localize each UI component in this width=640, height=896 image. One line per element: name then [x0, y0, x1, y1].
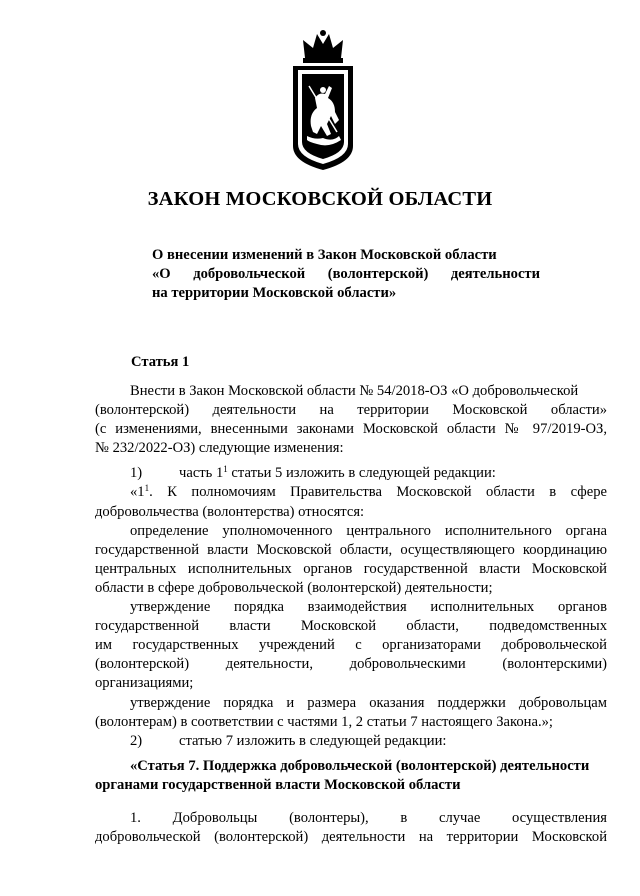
text-line: центральных исполнительных органов государственной власти Московской [95, 560, 607, 577]
subtitle-line: на территории Московской области» [152, 285, 397, 301]
text-line: добровольческой (волонтерской) деятельности на территории Московской [95, 829, 607, 846]
subtitle-line: О внесении изменений в Закон Московской области [152, 247, 497, 263]
text-line: № 232/2022-ОЗ) следующие изменения: [95, 440, 344, 457]
text-line: определение уполномоченного центрального исполнительного органа [130, 522, 607, 539]
document-title: ЗАКОН МОСКОВСКОЙ ОБЛАСТИ [147, 188, 493, 210]
item-number: 1) [130, 465, 143, 482]
text-line: утверждение порядка взаимодействия исполнительных органов [130, 599, 607, 616]
text-line: государственной власти Московской области, осуществляющего координацию [95, 541, 607, 558]
text-line: (с изменениями, внесенными законами Московской области № 97/2019-ОЗ, [95, 421, 607, 438]
list-item-1: 1) часть $1^1$ статьи 5 изложить в следующей редакции: [95, 464, 607, 483]
text-line: (волонтерам) в соответствии с частями 1, 2 статьи 7 настоящего Закона.»; [95, 713, 553, 730]
quote-line: «$1^1$. К полномочиям Правительства Московской области в сфере [130, 483, 607, 501]
text-line: области в сфере добровольческой (волонтерской) деятельности; [95, 579, 493, 596]
text-line: организациями; [95, 675, 194, 692]
item-number: 2) [130, 732, 143, 749]
article-7-heading: органами государственной власти Московской области [95, 776, 461, 793]
text-line: добровольчества (волонтерства) относятся: [95, 503, 365, 520]
text-line: (волонтерской) деятельности на территории Московской области» [95, 402, 607, 419]
text-line: 1. Добровольцы (волонтеры), в случае осуществления [130, 809, 607, 826]
moscow-oblast-coat-of-arms-icon [285, 28, 361, 172]
text-line: (волонтерской) деятельности, добровольческими (волонтерскими) [95, 656, 607, 673]
article-7-heading: «Статья 7. Поддержка добровольческой (волонтерской) деятельности [130, 757, 590, 774]
text-line: утверждение порядка и размера оказания поддержки добровольцам [130, 694, 607, 711]
article-heading: Статья 1 [131, 354, 190, 370]
text-line: Внести в Закон Московской области № 54/2018-ОЗ «О добровольческой [130, 383, 579, 399]
text-line: государственной власти Московской области, подведомственных [95, 618, 607, 635]
law-subtitle [152, 246, 540, 303]
list-item-2: 2) статью 7 изложить в следующей редакции: [95, 732, 607, 751]
subtitle-line: «О добровольческой (волонтерской) деятельности [152, 266, 540, 282]
document-body [95, 382, 607, 847]
text-line: им государственных учреждений с организаторами добровольческой [95, 637, 607, 654]
